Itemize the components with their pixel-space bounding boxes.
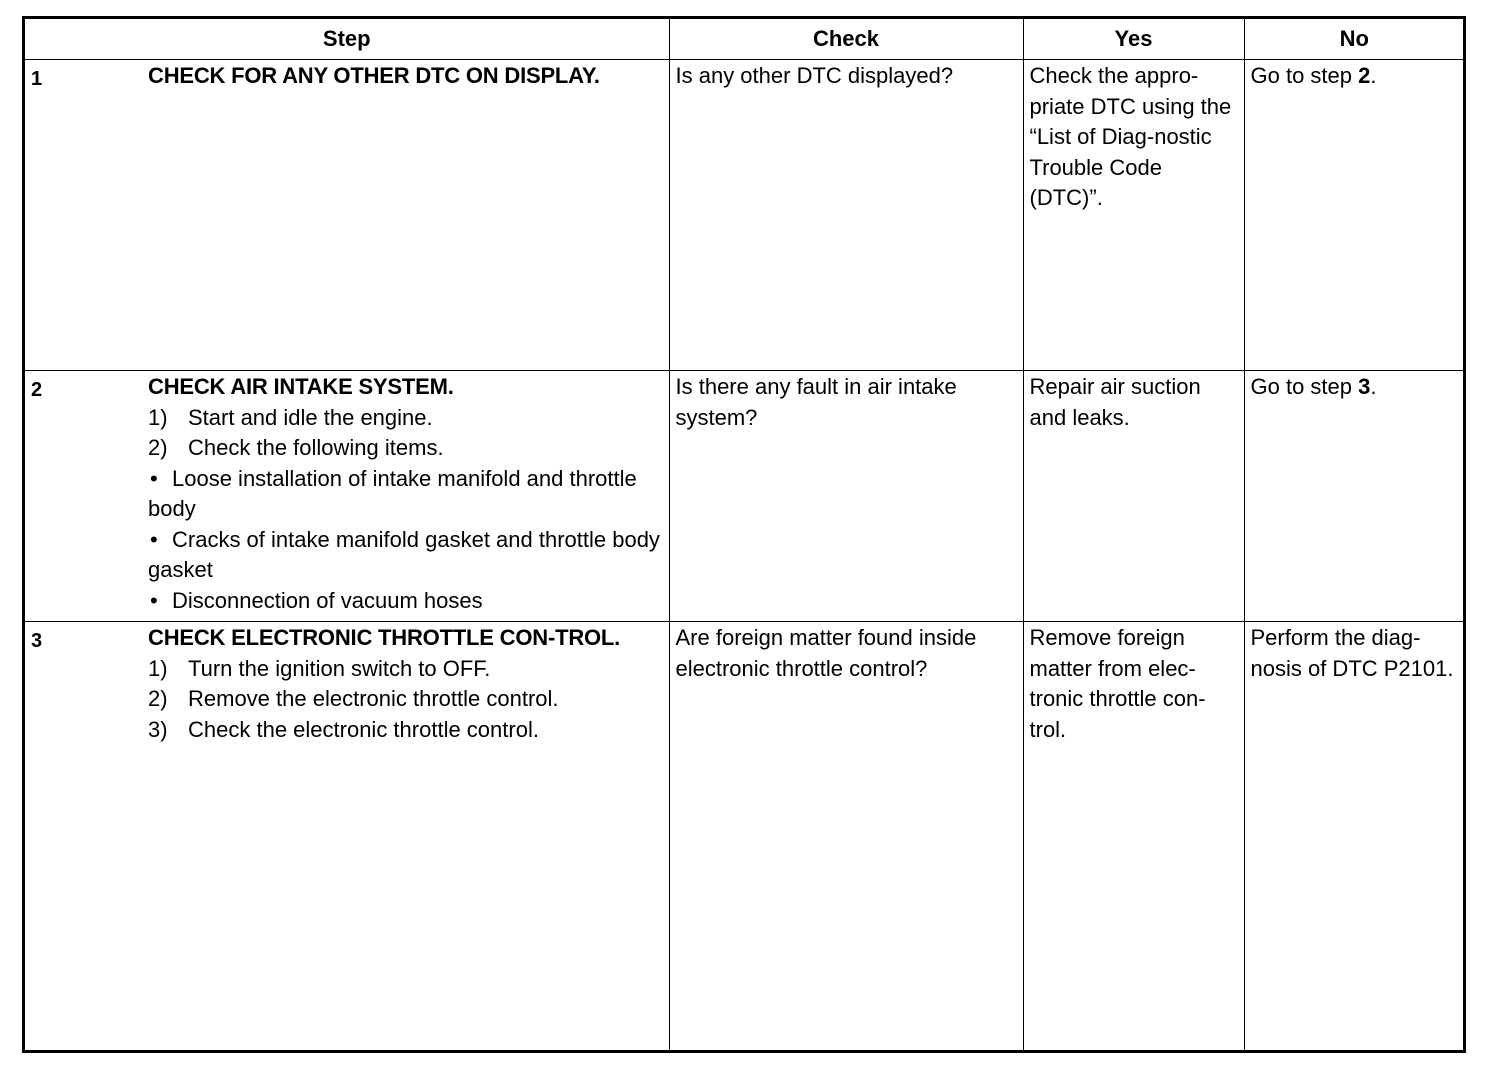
step-title: CHECK AIR INTAKE SYSTEM. [148, 374, 454, 399]
substep-number: 2) [148, 435, 168, 460]
bullet-icon: • [150, 526, 158, 552]
diagnostic-table-frame [22, 16, 1466, 1053]
substep-number: 3) [148, 716, 168, 742]
no-text [1245, 371, 1465, 403]
no-step-ref: 3 [1358, 374, 1371, 399]
check-cell [669, 60, 1023, 371]
check-text: Is any other DTC displayed? [675, 63, 954, 88]
substep-text: Remove the electronic throttle control. [188, 686, 559, 711]
step-substep [148, 715, 665, 746]
step-bullet [148, 525, 665, 586]
yes-cell [1023, 622, 1244, 1051]
no-text [1245, 622, 1465, 684]
yes-text: Check the appro-priate DTC using the “List of Diag-nostic Trouble Code (DTC)”. [1029, 63, 1232, 210]
step-substep [148, 403, 665, 434]
step-cell [25, 371, 669, 622]
no-step-ref: 2 [1358, 63, 1371, 88]
substep-number: 1) [148, 655, 168, 681]
table-row [25, 371, 1464, 622]
bullet-text: Cracks of intake manifold gasket and throttle body gasket [148, 526, 660, 582]
no-text-prefix: Perform the diag-nosis of DTC P2101. [1250, 625, 1454, 681]
yes-cell [1023, 371, 1244, 622]
header-yes: Yes [1023, 19, 1244, 60]
step-body [148, 622, 669, 745]
no-text [1245, 60, 1465, 92]
bullet-text: Loose installation of intake manifold and throttle body [148, 465, 637, 521]
step-substep [148, 654, 665, 685]
header-check: Check [669, 19, 1023, 60]
header-step: Step [25, 19, 669, 60]
check-text: Are foreign matter found inside electronic throttle control? [675, 625, 977, 681]
no-text-suffix: . [1370, 63, 1377, 88]
step-bullet [148, 464, 665, 525]
check-text: Is there any fault in air intake system? [675, 374, 957, 430]
substep-text: Turn the ignition switch to OFF. [188, 655, 491, 681]
header-row [25, 19, 1464, 60]
table-row [25, 622, 1464, 1051]
no-text-prefix: Go to step [1250, 63, 1359, 88]
step-number: 3 [31, 630, 43, 652]
step-body [148, 371, 669, 616]
header-no: No [1244, 19, 1464, 60]
substep-number: 1) [148, 404, 168, 430]
step-cell [25, 60, 669, 371]
substep-number: 2) [148, 686, 168, 711]
no-cell [1244, 622, 1464, 1051]
step-number: 2 [31, 379, 43, 401]
bullet-text: Disconnection of vacuum hoses [172, 587, 483, 613]
check-cell [669, 371, 1023, 622]
no-text-suffix: . [1370, 374, 1377, 399]
step-substep [148, 433, 665, 464]
step-bullet [148, 586, 665, 617]
step-title: CHECK ELECTRONIC THROTTLE CON-TROL. [148, 625, 621, 650]
substep-text: Check the electronic throttle control. [188, 716, 539, 742]
step-substep [148, 684, 665, 715]
step-cell [25, 622, 669, 1051]
bullet-icon: • [150, 587, 158, 613]
no-cell [1244, 371, 1464, 622]
table-row [25, 60, 1464, 371]
no-cell [1244, 60, 1464, 371]
step-body [148, 60, 669, 92]
step-number: 1 [31, 68, 43, 90]
diagnostic-table [25, 19, 1464, 1050]
yes-text: Repair air suction and leaks. [1029, 374, 1201, 430]
bullet-icon: • [150, 465, 158, 491]
step-title: CHECK FOR ANY OTHER DTC ON DISPLAY. [148, 63, 600, 88]
no-text-prefix: Go to step [1250, 374, 1359, 399]
check-cell [669, 622, 1023, 1051]
yes-cell [1023, 60, 1244, 371]
substep-text: Start and idle the engine. [188, 404, 433, 430]
yes-text: Remove foreign matter from elec-tronic throttle con-trol. [1029, 625, 1206, 742]
substep-text: Check the following items. [188, 435, 444, 460]
